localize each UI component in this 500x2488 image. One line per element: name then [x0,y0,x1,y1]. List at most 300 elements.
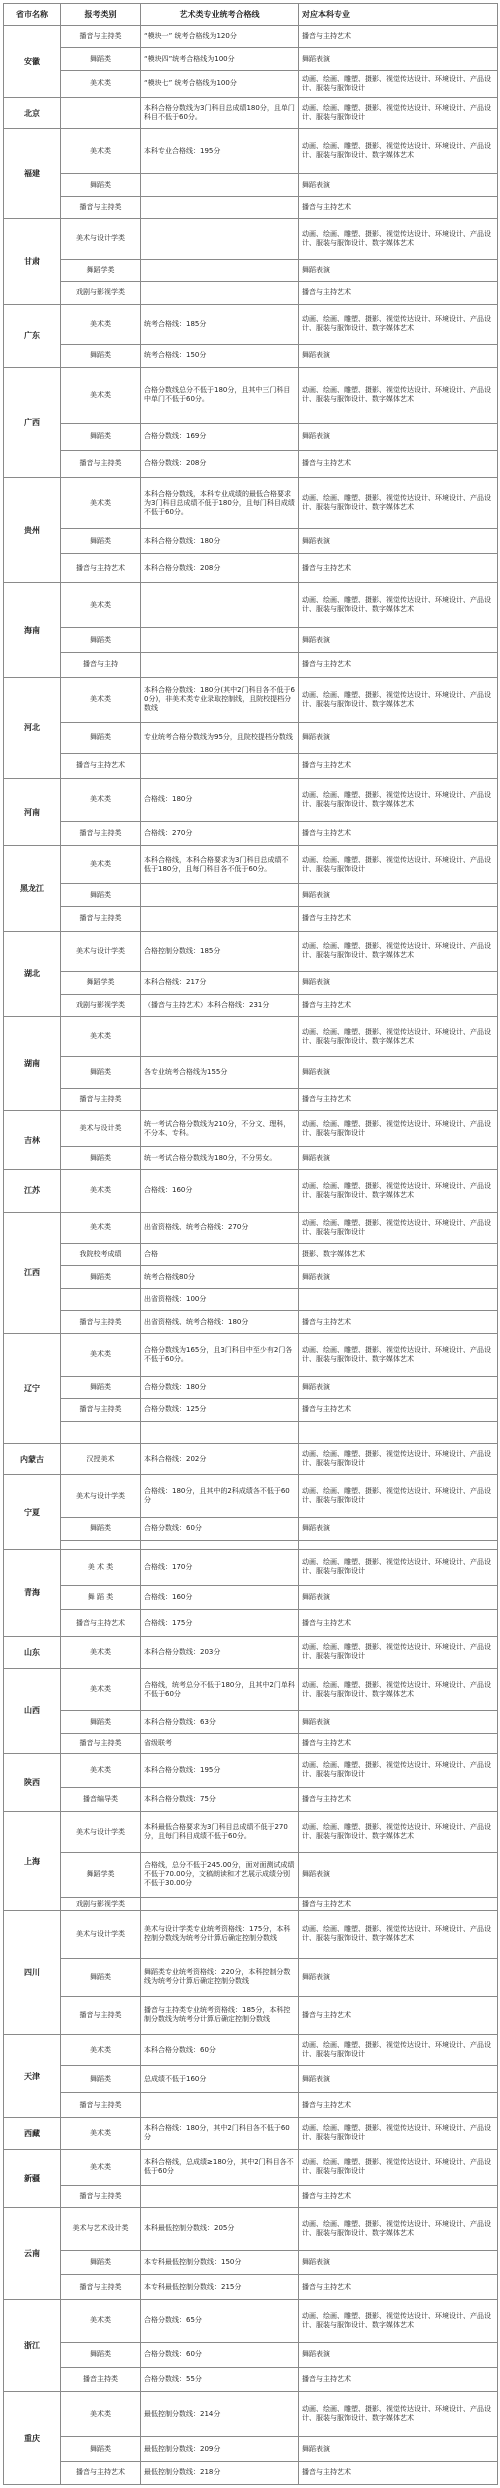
major-cell: 舞蹈表演 [299,48,498,70]
major-cell: 播音与主持艺术 [299,282,498,304]
province-cell: 山西 [4,1668,61,1753]
score-cell: 最低控制分数线：214分 [141,2392,299,2437]
province-cell: 内蒙古 [4,1443,61,1474]
score-cell: 合格线：175分 [141,1610,299,1637]
table-row [4,2275,498,2300]
score-cell [141,1897,299,1910]
category-cell: 舞蹈类 [61,1958,141,1996]
major-cell: 舞蹈表演 [299,259,498,281]
table-body [4,26,498,2485]
major-cell: 舞蹈表演 [299,423,498,450]
category-cell: 播音与主持 [61,652,141,677]
score-cell: 合格分数线：60分 [141,2342,299,2367]
major-cell: 动画、绘画、雕塑、摄影、视觉传达设计、环境设计、产品设计、服装与服饰设计 [299,1443,498,1474]
major-cell: 动画、绘画、雕塑、摄影、视觉传达设计、环境设计、产品设计、服装与服饰设计 [299,2034,498,2065]
category-cell: 美 术 类 [61,1549,141,1585]
table-row [4,884,498,906]
category-cell: 美术类 [61,2034,141,2065]
category-cell [61,1421,141,1443]
table-row [4,722,498,753]
major-cell: 动画、绘画、雕塑、摄影、视觉传达设计、环境设计、产品设计、服装与服饰设计、数字媒体艺术 [299,1017,498,1057]
table-row [4,450,498,477]
category-cell: 戏剧与影视学类 [61,282,141,304]
major-cell: 动画、绘画、雕塑、摄影、视觉传达设计、环境设计、产品设计、服装与服饰设计、数字媒体艺术 [299,219,498,259]
province-cell: 河南 [4,778,61,845]
table-row [4,1711,498,1733]
major-cell: 动画、绘画、雕塑、摄影、视觉传达设计、环境设计、产品设计、服装与服饰设计 [299,2149,498,2185]
table-row [4,1421,498,1443]
score-cell: 出省资格线：100分 [141,1288,299,1310]
table-row [4,477,498,529]
province-cell: 贵州 [4,477,61,583]
score-cell: 本科合格分数线为3门科目总成绩180分，且单门科目不低于60分。 [141,97,299,128]
province-cell: 宁夏 [4,1475,61,1549]
major-cell: 舞蹈表演 [299,628,498,653]
table-row [4,1958,498,1996]
table-row [4,1147,498,1169]
major-cell: 舞蹈表演 [299,529,498,554]
province-cell: 江苏 [4,1169,61,1212]
score-cell: 统考合格线：150分 [141,345,299,367]
table-row [4,1017,498,1057]
category-cell: 美术类 [61,778,141,821]
table-row [4,219,498,259]
category-cell: 舞蹈类 [61,2250,141,2275]
score-cell: 本科合格分数线：180分(其中2门科目各不低于60分)，非美术类专业录取控制线，且院校提档分数线 [141,677,299,722]
major-cell: 播音与主持艺术 [299,2185,498,2207]
major-cell: 动画、绘画、雕塑、摄影、视觉传达设计、环境设计、产品设计、服装与服饰设计、数字媒体艺术 [299,778,498,821]
score-cell: “模块七” 统考合格线为100分 [141,70,299,97]
table-row [4,2392,498,2437]
score-cell: 最低控制分数线：218分 [141,2461,299,2484]
category-cell: 播音与主持艺术 [61,754,141,779]
table-row [4,1057,498,1088]
category-cell: 美术类 [61,2392,141,2437]
major-cell: 舞蹈表演 [299,1711,498,1733]
table-row [4,754,498,779]
table-row [4,2300,498,2343]
score-cell: 本科合格线：180分，其中2门科目各不低于60分 [141,2118,299,2149]
table-row [4,1376,498,1398]
major-cell: 动画、绘画、雕塑、摄影、视觉传达设计、环境设计、产品设计、服装与服饰设计、数字媒体艺术 [299,2300,498,2343]
table-row [4,423,498,450]
category-cell: 美术类 [61,129,141,174]
category-cell: 播音与主持类 [61,1088,141,1110]
province-cell: 上海 [4,1812,61,1911]
category-cell: 戏剧与影视学类 [61,994,141,1016]
category-cell: 美术类 [61,1333,141,1376]
table-row [4,1518,498,1540]
province-cell: 陕西 [4,1754,61,1812]
score-cell [141,2093,299,2118]
score-cell: 统考合格线：185分 [141,304,299,344]
score-cell: 合格线：160分 [141,1169,299,1212]
score-cell [141,583,299,628]
header-row [4,4,498,26]
category-cell: 汉授美术 [61,1443,141,1474]
score-cell: 本科最低合格要求为3门科目总成绩不低于270分，且每门科目成绩不低于60分。 [141,1812,299,1852]
province-cell: 青海 [4,1549,61,1637]
table-row [4,677,498,722]
major-cell: 播音与主持艺术 [299,2275,498,2300]
score-cell: 本科合格线：202分 [141,1443,299,1474]
major-cell: 动画、绘画、雕塑、摄影、视觉传达设计、环境设计、产品设计、服装与服饰设计、数字媒体艺术 [299,2207,498,2250]
score-cell: 本科最低控制分数线：205分 [141,2207,299,2250]
table-row [4,2066,498,2093]
header-score: 艺术类专业统考合格线 [141,4,299,26]
score-cell: 合格线：170分 [141,1549,299,1585]
score-cell [141,1017,299,1057]
table-row [4,1443,498,1474]
category-cell: 播音与主持类 [61,2093,141,2118]
score-cell: 本科合格分数线，本科专业成绩的最低合格要求为3门科目总成绩不低于180分，且每门科目成绩不低于60分。 [141,477,299,529]
major-cell: 播音与主持艺术 [299,26,498,48]
score-cell: 合格控制分数线：185分 [141,931,299,971]
table-row [4,583,498,628]
score-cell [141,628,299,653]
major-cell [299,1421,498,1443]
category-cell: 舞蹈类 [61,2342,141,2367]
score-cell: 本科合格线，总成绩≥180分，其中2门科目各不低于60分 [141,2149,299,2185]
table-row [4,2367,498,2392]
score-cell: 合格分数线：55分 [141,2367,299,2392]
score-cell: 合格分数线：125分 [141,1399,299,1421]
major-cell: 舞蹈表演 [299,1585,498,1610]
category-cell: 舞蹈学类 [61,1852,141,1897]
category-cell: 舞蹈类 [61,529,141,554]
major-cell: 动画、绘画、雕塑、摄影、视觉传达设计、环境设计、产品设计、服装与服饰设计 [299,1637,498,1668]
major-cell: 动画、绘画、雕塑、摄影、视觉传达设计、环境设计、产品设计、服装与服饰设计、数字媒体艺术 [299,477,498,529]
table-row [4,1475,498,1518]
table-row [4,1243,498,1265]
score-cell: 各专业统考合格线为155分 [141,1057,299,1088]
score-cell: 本科合格分数线：203分 [141,1637,299,1668]
table-row [4,259,498,281]
score-cell: 出省资格线、统考合格线：270分 [141,1212,299,1243]
category-cell: 美术与设计学类 [61,931,141,971]
major-cell: 动画、绘画、雕塑、摄影、视觉传达设计、环境设计、产品设计、服装与服饰设计 [299,1212,498,1243]
score-cell: 本科合格线，本科合格要求为3门科目总成绩不低于180分，且每门科目各不低于60分。 [141,846,299,884]
category-cell [61,1540,141,1549]
major-cell: 舞蹈表演 [299,1376,498,1398]
score-cell [141,1540,299,1549]
score-cell [141,219,299,259]
table-row [4,2342,498,2367]
table-row [4,196,498,218]
major-cell: 播音与主持艺术 [299,821,498,846]
major-cell: 播音与主持艺术 [299,1733,498,1753]
province-cell: 黑龙江 [4,846,61,931]
category-cell: 舞蹈类 [61,2066,141,2093]
province-cell: 山东 [4,1637,61,1668]
major-cell: 动画、绘画、雕塑、摄影、视觉传达设计、环境设计、产品设计、服装与服饰设计 [299,97,498,128]
category-cell [61,1288,141,1310]
score-cell: 播音与主持类专业统考资格线：185分，本科控制分数线为统考分计算后确定控制分数线 [141,1996,299,2034]
table-row [4,1911,498,1958]
major-cell: 动画、绘画、雕塑、摄影、视觉传达设计、环境设计、产品设计、服装与服饰设计 [299,1475,498,1518]
score-cell [141,1088,299,1110]
major-cell: 舞蹈表演 [299,884,498,906]
category-cell: 播音与主持艺术 [61,1610,141,1637]
score-cell: 合格分数线：60分 [141,1518,299,1540]
score-cell: 本科合格分数线：60分 [141,2034,299,2065]
category-cell: 美术与设计学类 [61,1812,141,1852]
table-row [4,1637,498,1668]
score-cell [141,884,299,906]
major-cell: 舞蹈表演 [299,2437,498,2462]
table-row [4,2461,498,2484]
score-cell: 本科合格分数线：195分 [141,1754,299,1788]
score-cell [141,906,299,931]
table-row [4,2093,498,2118]
major-cell: 舞蹈表演 [299,1057,498,1088]
major-cell: 动画、绘画、雕塑、摄影、视觉传达设计、环境设计、产品设计、服装与服饰设计 [299,70,498,97]
major-cell: 舞蹈表演 [299,1852,498,1897]
major-cell: 动画、绘画、雕塑、摄影、视觉传达设计、环境设计、产品设计、服装与服饰设计、数字媒体艺术 [299,2392,498,2437]
score-cell: 合格线，统考总分不低于180分，且其中2门单科不低于60分 [141,1668,299,1711]
table-row [4,1266,498,1288]
score-cell: 合格线：160分 [141,1585,299,1610]
category-cell: 舞蹈类 [61,345,141,367]
table-row [4,2185,498,2207]
table-row [4,1169,498,1212]
major-cell: 舞蹈表演 [299,2342,498,2367]
table-row [4,282,498,304]
major-cell: 播音与主持艺术 [299,1311,498,1333]
province-cell: 北京 [4,97,61,128]
score-cell: 合格分数线：169分 [141,423,299,450]
province-cell: 广东 [4,304,61,367]
table-row [4,70,498,97]
score-cell [141,196,299,218]
score-cell: “模块一” 统考合格线为120分 [141,26,299,48]
category-cell: 播音主持类 [61,2367,141,2392]
table-row [4,2034,498,2065]
category-cell: 美术类 [61,1017,141,1057]
category-cell: 美术类 [61,2118,141,2149]
category-cell: 播音与主持类 [61,26,141,48]
category-cell: 舞蹈类 [61,884,141,906]
major-cell: 动画、绘画、雕塑、摄影、视觉传达设计、环境设计、产品设计、服装与服饰设计、数字媒体艺术 [299,1169,498,1212]
major-cell: 舞蹈表演 [299,1147,498,1169]
major-cell: 播音与主持艺术 [299,2461,498,2484]
table-row [4,931,498,971]
major-cell: 动画、绘画、雕塑、摄影、视觉传达设计、环境设计、产品设计、服装与服饰设计 [299,846,498,884]
table-row [4,846,498,884]
category-cell: 播音与主持类 [61,821,141,846]
table-row [4,2118,498,2149]
score-cell: 美术与设计学类专业统考资格线：175分，本科控制分数线为统考分计算后确定控制分数线 [141,1911,299,1958]
major-cell: 舞蹈表演 [299,345,498,367]
major-cell: 舞蹈表演 [299,722,498,753]
table-row [4,1668,498,1711]
province-cell: 安徽 [4,26,61,98]
table-row [4,1399,498,1421]
table-row [4,2437,498,2462]
table-row [4,1549,498,1585]
category-cell: 播音与主持类 [61,1311,141,1333]
score-cell: 合格分数线：208分 [141,450,299,477]
major-cell: 舞蹈表演 [299,2250,498,2275]
table-row [4,972,498,994]
table-row [4,97,498,128]
category-cell: 舞蹈类 [61,423,141,450]
score-cell: 合格分数线：65分 [141,2300,299,2343]
major-cell: 播音与主持艺术 [299,1610,498,1637]
category-cell: 舞蹈类 [61,1376,141,1398]
score-cell [141,1421,299,1443]
score-cell: 合格线：180分 [141,778,299,821]
table-row [4,1897,498,1910]
score-cell [141,652,299,677]
score-cell: 合格线：180分，且其中的2科成绩各不低于60分 [141,1475,299,1518]
major-cell: 播音与主持艺术 [299,994,498,1016]
category-cell: 播音与主持类 [61,2185,141,2207]
score-cell: 省级联考 [141,1733,299,1753]
category-cell: 播音与主持类 [61,1399,141,1421]
table-row [4,1733,498,1753]
province-cell: 江西 [4,1212,61,1333]
score-cell: 统一考试合格分数线为210分，不分文、理科，不分本、专科。 [141,1111,299,1147]
major-cell: 动画、绘画、雕塑、摄影、视觉传达设计、环境设计、产品设计、服装与服饰设计、数字媒体艺术 [299,677,498,722]
major-cell: 动画、绘画、雕塑、摄影、视觉传达设计、环境设计、产品设计、服装与服饰设计、数字媒体艺术 [299,304,498,344]
score-cell: 本科合格分数线：180分 [141,529,299,554]
table-row [4,529,498,554]
score-cell: 本专科最低控制分数线：150分 [141,2250,299,2275]
category-cell: 美术类 [61,1212,141,1243]
table-row [4,628,498,653]
major-cell: 播音与主持艺术 [299,196,498,218]
major-cell: 摄影、数字媒体艺术 [299,1243,498,1265]
score-cell: 出省资格线、统考合格线：180分 [141,1311,299,1333]
province-cell: 海南 [4,583,61,677]
category-cell: 美术类 [61,1754,141,1788]
province-cell: 辽宁 [4,1333,61,1443]
category-cell: 美术与设计学类 [61,219,141,259]
category-cell: 美术类 [61,677,141,722]
table-row [4,1996,498,2034]
category-cell: 美术类 [61,1637,141,1668]
table-row [4,821,498,846]
header-major: 对应本科专业 [299,4,498,26]
major-cell: 舞蹈表演 [299,1266,498,1288]
table-row [4,129,498,174]
category-cell: 舞蹈类 [61,1057,141,1088]
table-row [4,554,498,583]
major-cell: 动画、绘画、雕塑、摄影、视觉传达设计、环境设计、产品设计、服装与服饰设计 [299,2118,498,2149]
table-row [4,367,498,423]
major-cell: 舞蹈表演 [299,972,498,994]
major-cell: 舞蹈表演 [299,2066,498,2093]
score-cell [141,282,299,304]
major-cell: 舞蹈表演 [299,1958,498,1996]
province-cell: 吉林 [4,1111,61,1169]
category-cell: 美术类 [61,2300,141,2343]
table-row [4,1333,498,1376]
province-cell: 重庆 [4,2392,61,2485]
table-row [4,345,498,367]
category-cell: 我院校考成绩 [61,1243,141,1265]
table-row [4,26,498,48]
major-cell [299,1288,498,1310]
score-cell: 合格线：270分 [141,821,299,846]
score-cell: 本科合格分数线：63分 [141,1711,299,1733]
table-row [4,1311,498,1333]
score-cell: 合格分数线为165分，且3门科目中至少有2门各不低于60分。 [141,1333,299,1376]
category-cell: 舞 蹈 类 [61,1585,141,1610]
major-cell [299,1540,498,1549]
table-row [4,778,498,821]
category-cell: 美术类 [61,583,141,628]
major-cell: 动画、绘画、雕塑、摄影、视觉传达设计、环境设计、产品设计、服装与服饰设计、数字媒体艺术 [299,583,498,628]
major-cell: 播音与主持艺术 [299,1399,498,1421]
table-row [4,48,498,70]
category-cell: 播音与主持类 [61,2275,141,2300]
score-cell: 合格分数线：180分 [141,1376,299,1398]
score-cell: 本科专业合格线：195分 [141,129,299,174]
category-cell: 舞蹈类 [61,1711,141,1733]
major-cell: 播音与主持艺术 [299,2093,498,2118]
province-cell: 浙江 [4,2300,61,2392]
category-cell: 美术类 [61,2149,141,2185]
score-cell [141,174,299,196]
category-cell: 美术类 [61,304,141,344]
major-cell: 动画、绘画、雕塑、摄影、视觉传达设计、环境设计、产品设计、服装与服饰设计、数字媒体艺术 [299,931,498,971]
score-cell: 本科合格线：217分 [141,972,299,994]
table-row [4,1754,498,1788]
table-row [4,1787,498,1812]
score-cell: 专业统考合格分数线为95分，且院校提档分数线 [141,722,299,753]
table-row [4,1111,498,1147]
table-row [4,1585,498,1610]
table-row [4,652,498,677]
province-cell: 河北 [4,677,61,778]
major-cell: 动画、绘画、雕塑、摄影、视觉传达设计、环境设计、产品设计、服装与服饰设计、数字媒体艺术 [299,129,498,174]
header-category: 报考类别 [61,4,141,26]
category-cell: 美术与设计类 [61,1111,141,1147]
score-cell: 舞蹈类专业统考资格线：220分，本科控制分数线为统考分计算后确定控制分数线 [141,1958,299,1996]
category-cell: 播音与主持艺术 [61,2461,141,2484]
major-cell: 动画、绘画、雕塑、摄影、视觉传达设计、环境设计、产品设计、服装与服饰设计 [299,1754,498,1788]
score-cell: “模块四”统考合格线为100分 [141,48,299,70]
table-row [4,906,498,931]
province-cell: 新疆 [4,2149,61,2207]
table-row [4,2250,498,2275]
province-cell: 湖北 [4,931,61,1016]
score-cell [141,2185,299,2207]
category-cell: 舞蹈类 [61,1147,141,1169]
major-cell: 动画、绘画、雕塑、摄影、视觉传达设计、环境设计、产品设计、服装与服饰设计 [299,1111,498,1147]
province-cell: 广西 [4,367,61,477]
category-cell: 美术类 [61,1169,141,1212]
major-cell: 舞蹈表演 [299,1518,498,1540]
major-cell: 播音与主持艺术 [299,906,498,931]
category-cell: 舞蹈类 [61,628,141,653]
province-cell: 福建 [4,129,61,219]
category-cell: 舞蹈学类 [61,259,141,281]
table-row [4,2149,498,2185]
category-cell: 舞蹈类 [61,2437,141,2462]
major-cell: 动画、绘画、雕塑、摄影、视觉传达设计、环境设计、产品设计、服装与服饰设计、数字媒体艺术 [299,1911,498,1958]
table-row [4,1288,498,1310]
score-cell [141,259,299,281]
category-cell: 戏剧与影视学类 [61,1897,141,1910]
major-cell: 播音与主持艺术 [299,652,498,677]
table-row [4,1610,498,1637]
major-cell: 播音与主持艺术 [299,754,498,779]
province-cell: 西藏 [4,2118,61,2149]
province-cell: 四川 [4,1911,61,2035]
